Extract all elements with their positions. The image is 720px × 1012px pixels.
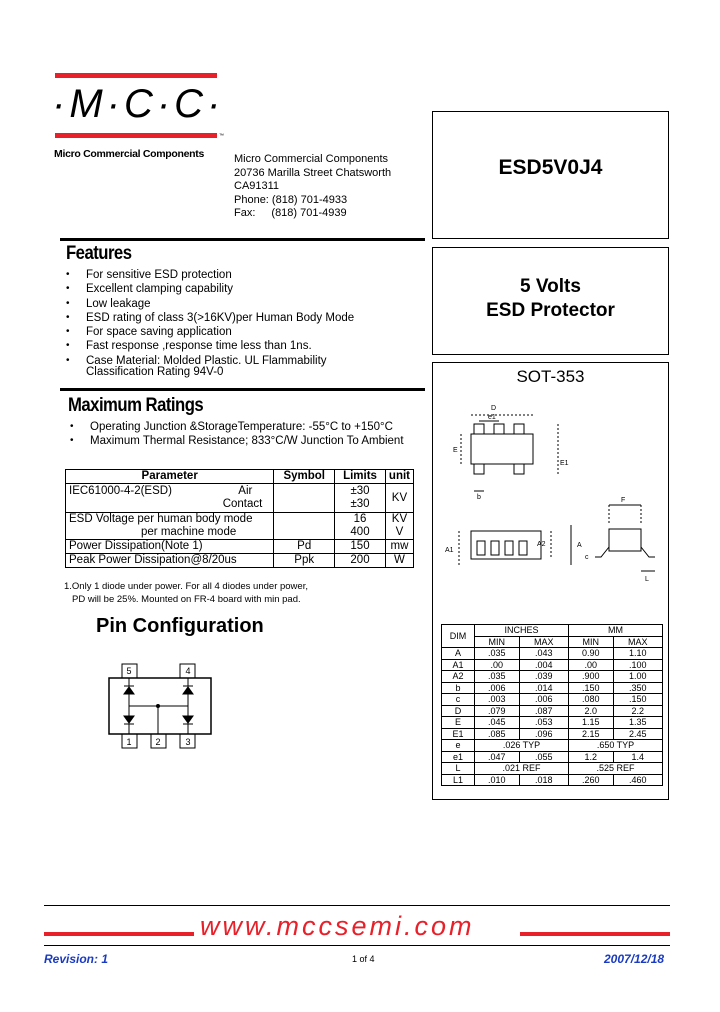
limit-cell: ±30 <box>350 485 370 497</box>
table-row <box>442 717 663 729</box>
logo-bar-bottom <box>55 133 217 138</box>
dim-cell: .460 <box>613 774 662 786</box>
dim-rows <box>442 648 663 740</box>
dim-cell: .055 <box>519 751 568 763</box>
unit-cell: KV <box>385 484 413 513</box>
dim-cell: 1.2 <box>568 751 613 763</box>
dim-cell: .100 <box>613 659 662 671</box>
unit-cell: V <box>395 526 404 538</box>
logo-text: ·M·C·C· <box>52 82 225 126</box>
dim-cell: D <box>442 705 475 717</box>
note-line2: PD will be 25%. Mounted on FR-4 board with min pad. <box>72 594 301 605</box>
note-line1: 1.Only 1 diode under power. For all 4 diodes under power, <box>64 581 308 592</box>
unit-cell: mw <box>385 540 413 554</box>
ratings-list <box>68 420 428 449</box>
address-line2: 20736 Marilla Street Chatsworth <box>234 166 392 179</box>
dim-cell: .900 <box>568 671 613 683</box>
table-row <box>442 728 663 740</box>
product-box <box>432 247 669 355</box>
product-line1: 5 Volts <box>520 276 581 297</box>
table-row <box>66 554 414 568</box>
dim-cell: .047 <box>475 751 520 763</box>
table-row <box>442 648 663 660</box>
sub-header: MAX <box>519 636 568 648</box>
dim-cell: 2.45 <box>613 728 662 740</box>
dim-cell: .043 <box>519 648 568 660</box>
label-e1: e1 <box>488 414 496 421</box>
dim-cell: .00 <box>475 659 520 671</box>
fax-label: Fax: <box>234 207 256 219</box>
dim-header: DIM <box>442 625 475 648</box>
pin-3: 3 <box>185 737 191 747</box>
list-item: • ESD rating of class 3(>16KV)per Human Body Mode <box>64 311 424 325</box>
sub-header: MAX <box>613 636 662 648</box>
dim-cell: e <box>442 740 475 752</box>
revision: Revision: 1 <box>44 952 109 966</box>
dim-cell: A1 <box>442 659 475 671</box>
address-fax <box>234 207 391 221</box>
dim-cell: .035 <box>475 648 520 660</box>
list-item: • Excellent clamping capability <box>64 282 424 296</box>
table-row <box>442 740 663 752</box>
note <box>64 580 308 606</box>
label-a2: A2 <box>537 541 546 548</box>
dim-cell: .018 <box>519 774 568 786</box>
dim-cell: .080 <box>568 694 613 706</box>
dim-cell: L <box>442 763 475 775</box>
limit-cell: 200 <box>335 554 386 568</box>
table-row <box>442 705 663 717</box>
pin-config-title: Pin Configuration <box>96 615 264 637</box>
dim-cell: 2.0 <box>568 705 613 717</box>
dim-cell: .087 <box>519 705 568 717</box>
dim-cell: .035 <box>475 671 520 683</box>
dim-cell: .350 <box>613 682 662 694</box>
package-drawing <box>433 395 666 620</box>
mm-header: MM <box>568 625 662 637</box>
company-name: Micro Commercial Components <box>54 148 205 160</box>
dim-cell: .00 <box>568 659 613 671</box>
website: www.mccsemi.com <box>200 911 475 941</box>
dim-cell: .525 REF <box>568 763 662 775</box>
dim-cell: .039 <box>519 671 568 683</box>
list-item: • Case Material: Molded Plastic. UL Flammability <box>64 354 424 368</box>
dim-cell: 0.90 <box>568 648 613 660</box>
pin-1: 1 <box>126 737 132 747</box>
features-continuation: Classification Rating 94V-0 <box>86 366 224 378</box>
date: 2007/12/18 <box>604 952 665 966</box>
table-row <box>442 774 663 786</box>
col-header: Limits <box>335 470 386 484</box>
list-item: • Low leakage <box>64 297 424 311</box>
sub-header: MIN <box>475 636 520 648</box>
top-view-body <box>471 434 533 464</box>
table-row <box>66 540 414 554</box>
dim-cell: 1.00 <box>613 671 662 683</box>
dim-cell: .085 <box>475 728 520 740</box>
dim-cell: 2.15 <box>568 728 613 740</box>
symbol-cell: Pd <box>274 540 335 554</box>
pin-4: 4 <box>185 666 191 676</box>
col-header: Parameter <box>66 470 274 484</box>
dim-cell: .021 REF <box>475 763 569 775</box>
dim-cell: .014 <box>519 682 568 694</box>
website-bar-left <box>44 932 194 936</box>
dim-cell: E1 <box>442 728 475 740</box>
fax-number: (818) 701-4939 <box>271 207 347 219</box>
dim-cell: 1.35 <box>613 717 662 729</box>
label-f: F <box>621 497 626 504</box>
param-cell: per machine mode <box>141 526 237 538</box>
param-cell: IEC61000-4-2(ESD) <box>69 485 172 497</box>
label-a1: A1 <box>445 547 454 554</box>
col-header: Symbol <box>274 470 335 484</box>
ratings-rule <box>60 388 425 391</box>
pin-diagram <box>100 660 220 752</box>
limit-cell: 16 <box>353 513 367 525</box>
inches-header: INCHES <box>475 625 569 637</box>
table-row <box>442 659 663 671</box>
dim-cell: E <box>442 717 475 729</box>
dim-cell: 2.2 <box>613 705 662 717</box>
address-block <box>234 153 391 221</box>
logo-bar-top <box>55 73 217 78</box>
dim-cell: 1.15 <box>568 717 613 729</box>
part-number: ESD5V0J4 <box>498 156 603 179</box>
param-cell: Peak Power Dissipation@8/20us <box>66 554 274 568</box>
dim-cell: .045 <box>475 717 520 729</box>
unit-cell: W <box>385 554 413 568</box>
dim-cell: A2 <box>442 671 475 683</box>
dim-cell: .006 <box>519 694 568 706</box>
dim-cell: .010 <box>475 774 520 786</box>
label-d: D <box>491 405 497 412</box>
limit-cell: 150 <box>335 540 386 554</box>
dim-cell: .026 TYP <box>475 740 569 752</box>
param-sub: Air <box>238 485 253 497</box>
param-sub: Contact <box>222 498 263 510</box>
dim-cell: L1 <box>442 774 475 786</box>
address-phone: Phone: (818) 701-4933 <box>234 193 348 206</box>
dim-cell: e1 <box>442 751 475 763</box>
ratings-table <box>65 469 414 568</box>
sub-header: MIN <box>568 636 613 648</box>
limit-cell: ±30 <box>350 498 370 510</box>
footer-rule-bottom <box>44 945 670 946</box>
dim-cell: .150 <box>613 694 662 706</box>
dim-cell: .003 <box>475 694 520 706</box>
label-e: E <box>453 447 458 454</box>
list-item: • Fast response ,response time less than 1ns. <box>64 339 424 353</box>
param-cell: ESD Voltage per human body mode <box>69 513 253 525</box>
address-line3: CA91311 <box>234 180 280 192</box>
dim-cell: .004 <box>519 659 568 671</box>
symbol-cell: Ppk <box>274 554 335 568</box>
dim-cell: b <box>442 682 475 694</box>
dim-cell: .260 <box>568 774 613 786</box>
dim-cell: .053 <box>519 717 568 729</box>
dim-cell: .079 <box>475 705 520 717</box>
dim-cell: 1.10 <box>613 648 662 660</box>
table-row <box>66 513 414 540</box>
features-title: Features <box>66 243 132 264</box>
dim-cell: A <box>442 648 475 660</box>
label-e1-body: E1 <box>560 460 569 467</box>
table-row <box>442 671 663 683</box>
dimension-table <box>441 624 663 786</box>
end-view-body <box>609 529 641 551</box>
table-row <box>442 694 663 706</box>
website-bar-right <box>520 932 670 936</box>
pin-5: 5 <box>126 666 132 676</box>
address-line1: Micro Commercial Components <box>234 153 389 165</box>
features-rule <box>60 238 425 241</box>
table-row <box>442 682 663 694</box>
logo-trademark: ™ <box>219 133 224 139</box>
unit-cell: KV <box>391 513 408 525</box>
list-item: • Maximum Thermal Resistance; 833°C/W Junction To Ambient <box>68 434 428 448</box>
footer-rule-top <box>44 905 670 906</box>
list-item: • For sensitive ESD protection <box>64 268 424 282</box>
package-name: SOT-353 <box>516 367 585 386</box>
dim-cell: 1.4 <box>613 751 662 763</box>
limit-cell: 400 <box>350 526 370 538</box>
label-a: A <box>577 542 582 549</box>
label-b: b <box>477 494 481 501</box>
dim-cell: .650 TYP <box>568 740 662 752</box>
label-l: L <box>645 576 649 583</box>
table-row <box>66 484 414 513</box>
table-row <box>442 763 663 775</box>
ratings-title: Maximum Ratings <box>68 395 204 416</box>
page-number: 1 of 4 <box>352 954 375 964</box>
col-header: unit <box>385 470 413 484</box>
features-list <box>64 268 424 368</box>
dim-cell: c <box>442 694 475 706</box>
table-row <box>442 751 663 763</box>
pin-2: 2 <box>155 737 161 747</box>
dim-cell: .096 <box>519 728 568 740</box>
list-item: • Operating Junction &StorageTemperature: -55°C to +150°C <box>68 420 428 434</box>
param-cell: Power Dissipation(Note 1) <box>66 540 274 554</box>
dim-cell: .006 <box>475 682 520 694</box>
part-number-box <box>432 111 669 239</box>
list-item: • For space saving application <box>64 325 424 339</box>
product-line2: ESD Protector <box>486 300 615 321</box>
dim-cell: .150 <box>568 682 613 694</box>
label-c: c <box>585 554 589 561</box>
